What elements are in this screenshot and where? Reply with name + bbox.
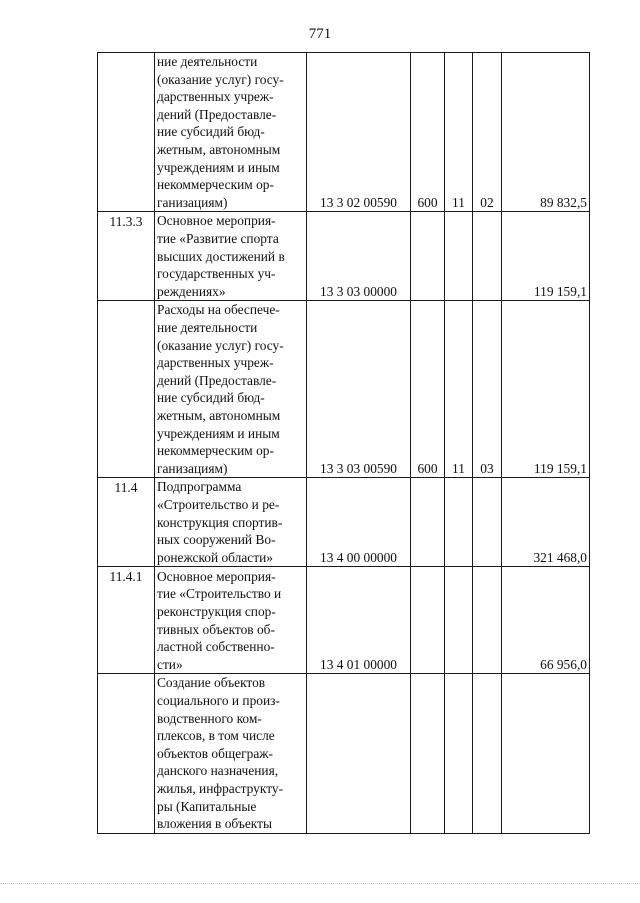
row-subsection: 03 <box>473 301 502 478</box>
row-target-code: 13 3 03 00000 <box>307 212 411 301</box>
row-number: 11.4 <box>98 478 155 567</box>
row-number: 11.3.3 <box>98 212 155 301</box>
row-expense-type: 600 <box>411 53 445 212</box>
row-subsection <box>473 567 502 674</box>
row-description: Основное мероприя- тие «Строительство и реконструкция спор- тивных объектов об- ластной собственно- сти» <box>155 567 307 674</box>
row-target-code: 13 3 02 00590 <box>307 53 411 212</box>
table-row <box>98 674 590 833</box>
row-section <box>445 567 473 674</box>
row-number <box>98 301 155 478</box>
row-expense-type <box>411 674 445 833</box>
row-subsection <box>473 674 502 833</box>
budget-table <box>97 52 590 834</box>
row-description: Создание объектов социального и произ- водственного ком- плексов, в том числе объектов общеграж- данского назначения, жилья, инфраструкту- ры (Капитальные вложения в объекты <box>155 674 307 833</box>
table-row <box>98 567 590 674</box>
table-row <box>98 53 590 212</box>
row-section <box>445 212 473 301</box>
row-subsection <box>473 478 502 567</box>
table-row <box>98 301 590 478</box>
row-section: 11 <box>445 53 473 212</box>
row-subsection <box>473 212 502 301</box>
row-description: Подпрограмма «Строительство и ре- конструкция спортив- ных сооружений Во- ронежской области» <box>155 478 307 567</box>
table-row <box>98 212 590 301</box>
row-amount: 66 956,0 <box>502 567 590 674</box>
scan-edge-divider <box>0 883 640 884</box>
row-expense-type: 600 <box>411 301 445 478</box>
row-expense-type <box>411 212 445 301</box>
row-number: 11.4.1 <box>98 567 155 674</box>
row-target-code: 13 4 01 00000 <box>307 567 411 674</box>
row-expense-type <box>411 567 445 674</box>
row-section <box>445 674 473 833</box>
row-number <box>98 674 155 833</box>
table-row <box>98 478 590 567</box>
row-target-code: 13 4 00 00000 <box>307 478 411 567</box>
row-subsection: 02 <box>473 53 502 212</box>
row-description: Расходы на обеспече- ние деятельности (оказание услуг) госу- дарственных учреж- дений (Предоставле- ние субсидий бюд- жетным, автономным учреждениям и иным некоммерческим ор- ганизациям) <box>155 301 307 478</box>
row-section: 11 <box>445 301 473 478</box>
row-expense-type <box>411 478 445 567</box>
row-amount: 119 159,1 <box>502 301 590 478</box>
row-target-code <box>307 674 411 833</box>
row-section <box>445 478 473 567</box>
row-target-code: 13 3 03 00590 <box>307 301 411 478</box>
row-amount: 321 468,0 <box>502 478 590 567</box>
row-amount: 89 832,5 <box>502 53 590 212</box>
row-description: ние деятельности (оказание услуг) госу- дарственных учреж- дений (Предоставле- ние субсидий бюд- жетным, автономным учреждениям и иным некоммерческим ор- ганизациям) <box>155 53 307 212</box>
row-description: Основное мероприя- тие «Развитие спорта высших достижений в государственных уч- реждениях» <box>155 212 307 301</box>
row-number <box>98 53 155 212</box>
row-amount <box>502 674 590 833</box>
page-number: 771 <box>308 26 332 42</box>
row-amount: 119 159,1 <box>502 212 590 301</box>
